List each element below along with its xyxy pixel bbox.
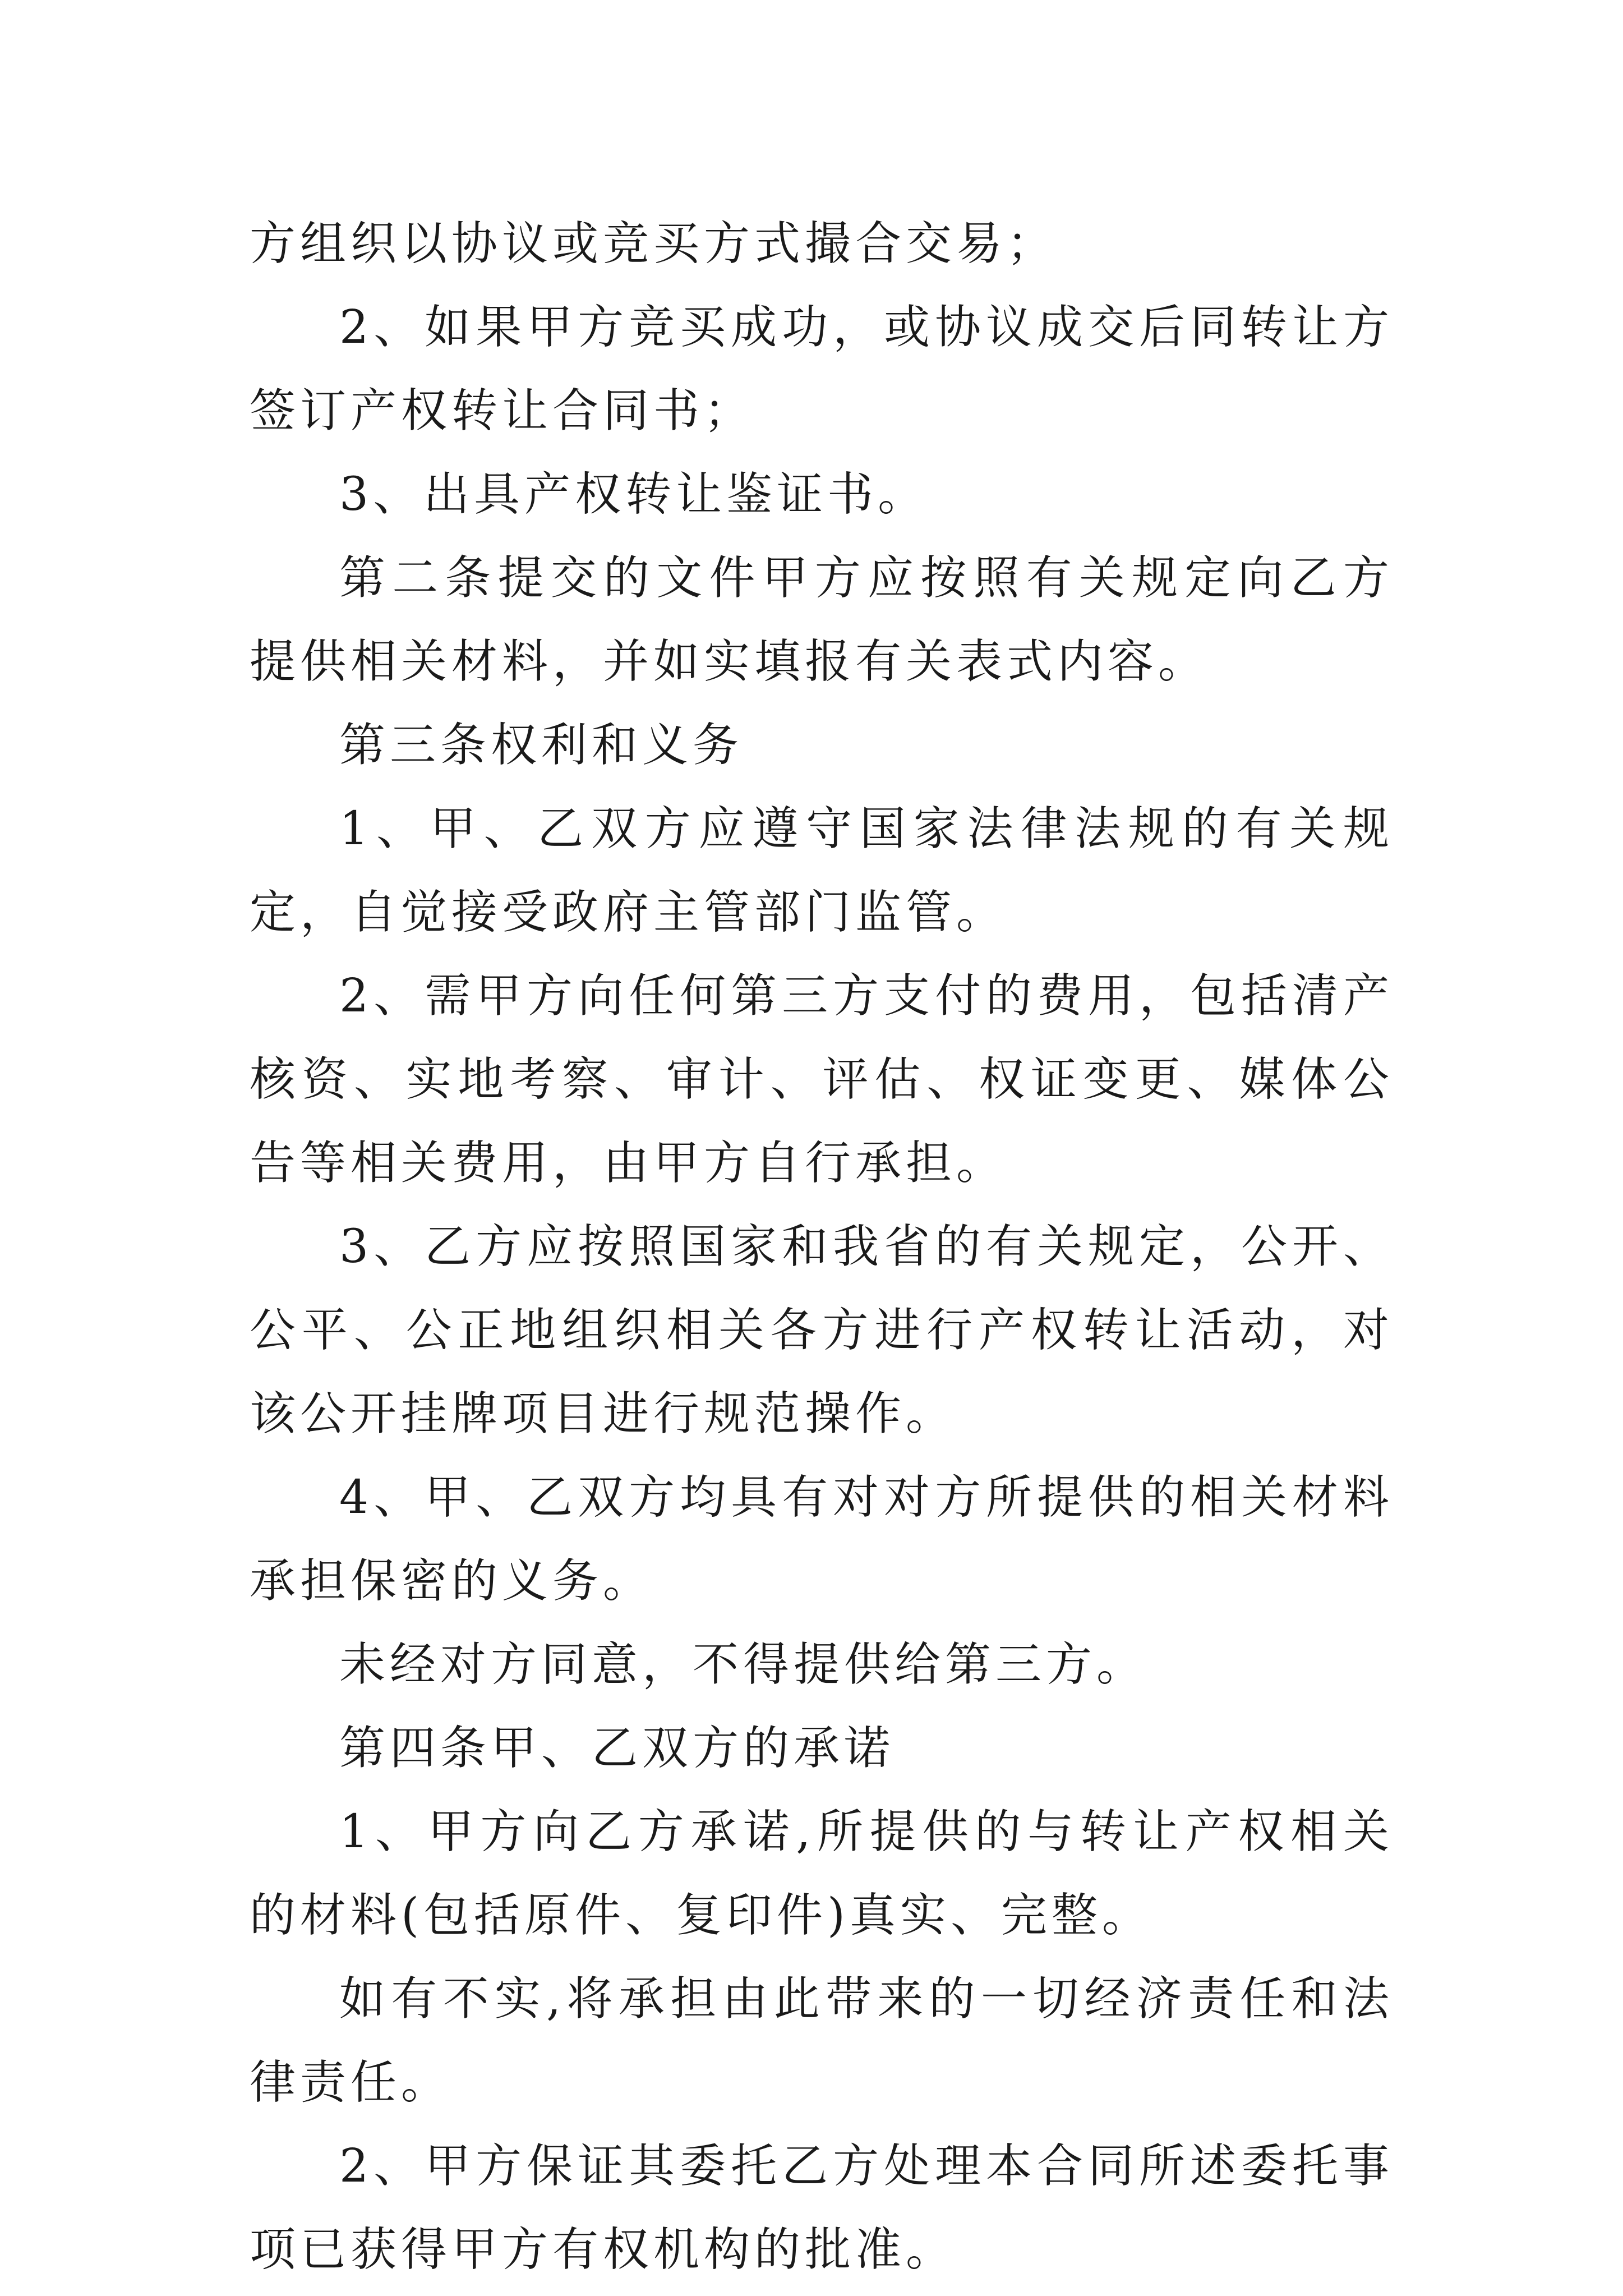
article-4-item-2: 2、甲方保证其委托乙方处理本合同所述委托事项已获得甲方有权机构的批准。 bbox=[250, 2139, 1394, 2276]
article-3-item-1: 1、甲、乙双方应遵守国家法律法规的有关规定，自觉接受政府主管部门监管。 bbox=[250, 802, 1394, 939]
document-body bbox=[250, 202, 1394, 2292]
article-3-heading: 第三条权利和义务 bbox=[339, 719, 744, 772]
article-3-item-3: 3、乙方应按照国家和我省的有关规定，公开、公平、公正地组织相关各方进行产权转让活动，对该公开挂牌项目进行规范操作。 bbox=[250, 1220, 1394, 1441]
article-2-documents: 第二条提交的文件甲方应按照有关规定向乙方提供相关材料，并如实填报有关表式内容。 bbox=[250, 551, 1394, 688]
article-4-heading: 第四条甲、乙双方的承诺 bbox=[339, 1722, 895, 1775]
paragraph-item-3: 3、出具产权转让鉴证书。 bbox=[339, 468, 929, 521]
paragraph-item-2: 2、如果甲方竞买成功，或协议成交后同转让方签订产权转让合同书； bbox=[250, 301, 1394, 438]
article-4-liability-note: 如有不实,将承担由此带来的一切经济责任和法律责任。 bbox=[250, 1972, 1394, 2109]
article-3-confidentiality-note: 未经对方同意，不得提供给第三方。 bbox=[339, 1638, 1147, 1691]
article-3-item-2: 2、需甲方向任何第三方支付的费用，包括清产核资、实地考察、审计、评估、权证变更、媒体公告等相关费用，由甲方自行承担。 bbox=[250, 969, 1394, 1190]
paragraph-continuation: 方组织以协议或竞买方式撮合交易； bbox=[250, 217, 1058, 270]
article-3-item-4: 4、甲、乙双方均具有对对方所提供的相关材料承担保密的义务。 bbox=[250, 1471, 1394, 1608]
article-4-item-1: 1、甲方向乙方承诺,所提供的与转让产权相关的材料(包括原件、复印件)真实、完整。 bbox=[250, 1805, 1394, 1942]
